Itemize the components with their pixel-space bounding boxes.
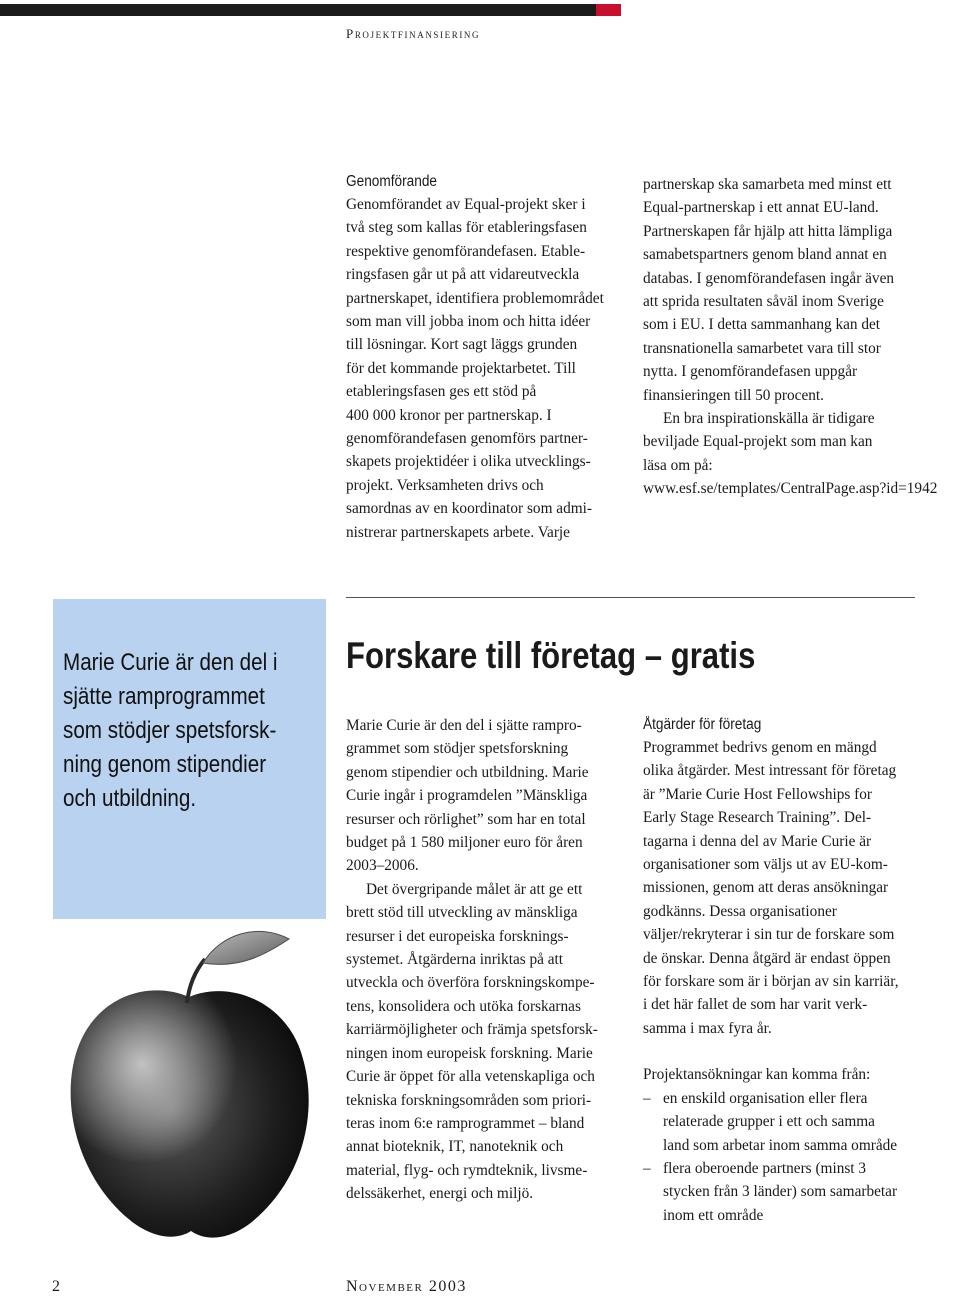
section-heading: Genomförande: [346, 173, 437, 190]
section-label: Projektfinansiering: [346, 26, 481, 41]
footer-date: November 2003: [346, 1278, 467, 1295]
bullet-text: flera oberoende partners (minst 3 stycken från 3 länder) som samarbetar inom ett område: [663, 1159, 898, 1224]
bullet-list: [643, 1087, 933, 1227]
article-col2-para2: Projektansökningar kan komma från:: [643, 1066, 871, 1084]
upper-left-text: Genomförandet av Equal-projekt sker i två steg som kallas för etableringsfasen respektive genomförandefasen. Etable- ringsfasen går ut på att vidareutveckla partnerskapet, identifiera problemområdet som man vill jobba inom och hitta idéer till lösningar. Kort sagt läggs grunden för det kommande projektarbetet. Till etableringsfasen ges ett stöd på 400 000 kronor per partnerskap. I genomförandefasen genomförs partner- skapets projektidéer i olika utvecklings- projekt. Verksamheten drivs och samordnas av en koordinator som admi- nistrerar partnerskapets arbete. Varje: [346, 196, 604, 541]
page-number: 2: [52, 1278, 60, 1295]
upper-left-column: [346, 171, 636, 544]
article-column-1: [346, 714, 631, 1206]
upper-right-text-2: En bra inspirationskälla är tidigare beviljade Equal-projekt som man kan läsa om på: www.esf.se/templates/CentralPage.asp?id=1942: [643, 410, 938, 498]
pull-quote: Marie Curie är den del i sjätte ramprogrammet som stödjer spetsforsk- ning genom stipendier och utbildning.: [63, 649, 278, 812]
upper-right-column: [643, 173, 960, 501]
apple-image: [53, 919, 326, 1248]
bullet-dash: –: [643, 1089, 651, 1107]
article-column-2: [643, 714, 933, 1227]
article-headline: Forskare till företag – gratis: [346, 635, 756, 676]
top-bar: [0, 4, 596, 16]
apple-leaf: [203, 931, 289, 964]
bullet-text: en enskild organisation eller flera relaterade grupper i ett och samma land som arbetar inom samma område: [663, 1089, 898, 1154]
upper-right-text: partnerskap ska samarbeta med minst ett Equal-partnerskap i ett annat EU-land. Partnerskapen får hjälp att hitta lämpliga samabetspartners genom bland annat en databas. I genomförandefasen ingår även att sprida resultaten såväl inom Sverige som i EU. I detta sammanhang kan det transnationella samarbetet vara till stor nytta. I genomförandefasen uppgår finansieringen till 50 procent.: [643, 176, 895, 404]
article-col1-para2: Det övergripande målet är att ge ett brett stöd till utveckling av mänskliga resurser i det europeiska forsknings- systemet. Åtgärderna inriktas på att utveckla och överföra forskningskompe- tens, konsolidera och utöka forskarnas karriärmöjligheter och främja spetsforsk- ningen inom europeisk forskning. Marie Curie är öppet för alla vetenskapliga och tekniska forskningsområden som priori- teras inom 6:e ramprogrammet – bland annat bioteknik, IT, nanoteknik och material, flyg- och rymdteknik, livsme- delssäkerhet, energi och miljö.: [346, 880, 598, 1203]
top-bar-accent: [596, 4, 621, 16]
article-col2-para1: Programmet bedrivs genom en mängd olika åtgärder. Mest intressant för företag är ”Marie Curie Host Fellowships for Early Stage Research Training”. Del- tagarna i denna del av Marie Curie är organisationer som väljs ut av EU-kom- missionen, genom att deras ansökningar godkänns. Dessa organisationer väljer/rekryterar i sin tur de forskare som de önskar. Denna åtgärd är endast öppen för forskare som är i början av sin karriär, i det här fallet de som har varit verk- samma i max fyra år.: [643, 739, 899, 1037]
bullet-dash: –: [643, 1159, 651, 1177]
article-col1-para1: Marie Curie är den del i sjätte rampro- grammet som stödjer spetsforskning genom stipendier och utbildning. Marie Curie ingår i programdelen ”Mänskliga resurser och rörlighet” som har en total budget på 1 580 miljoner euro för åren 2003–2006.: [346, 717, 589, 875]
article-subheading: Åtgärder för företag: [643, 716, 762, 733]
bullet-item: [643, 1157, 933, 1227]
bullet-item: [643, 1087, 933, 1157]
divider-rule: [346, 597, 915, 598]
